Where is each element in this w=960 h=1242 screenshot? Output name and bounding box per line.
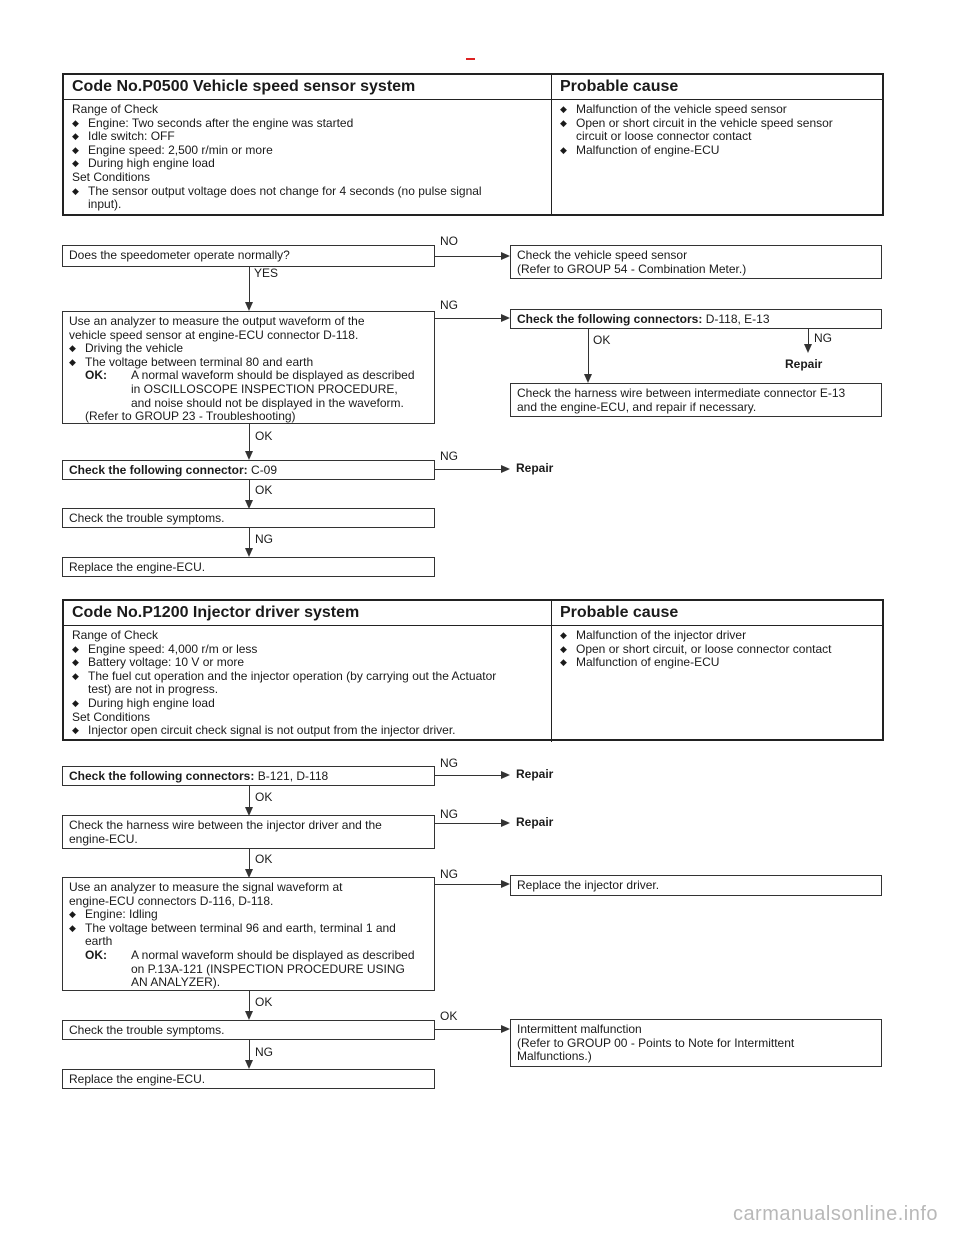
flow2-s5-text: Replace the engine-ECU. [69, 1072, 206, 1086]
flow2-s3-bullet: ◆ Engine: Idling [69, 908, 428, 922]
flow2-s2-line: Check the harness wire between the injector driver and the [69, 818, 382, 832]
p1200-table-header [64, 601, 882, 626]
flow2-s3-bullet-cont: earth [85, 934, 113, 949]
flow2-s3-ok-spec [69, 949, 428, 990]
flow2-s3-result-box [510, 875, 882, 896]
range-item: ◆ Battery voltage: 10 V or more [72, 656, 543, 670]
p1200-info-table [62, 599, 884, 741]
flow2-s1-rest: B-121, D-118 [254, 769, 329, 783]
p0500-range-column [64, 100, 552, 216]
p0500-info-table [62, 73, 884, 216]
flow1-r2-bold: Check the following connectors: [517, 312, 703, 326]
arrow-down [804, 344, 812, 353]
flow2-s2-box [62, 815, 435, 849]
flow1-q1-no-label: NO [440, 234, 458, 248]
flow2-s4-result-line: (Refer to GROUP 00 - Points to Note for Intermittent [517, 1035, 795, 1050]
flow1-q3-ok-label: OK [255, 483, 273, 497]
flow1-q1-text: Does the speedometer operate normally? [69, 248, 290, 262]
flow1-r3-box [510, 383, 882, 417]
p1200-cause-title: Probable cause [560, 604, 679, 621]
ok-line: AN ANALYZER). [131, 975, 221, 990]
p0500-table-header [64, 75, 882, 100]
flow2-s4-result-line: Intermittent malfunction [517, 1022, 642, 1036]
range-item: ◆ Engine speed: 2,500 r/min or more [72, 144, 543, 158]
flow1-q3-box [62, 460, 435, 480]
ok-line: A normal waveform should be displayed as described [131, 368, 415, 383]
range-item: ◆ The fuel cut operation and the injector operation (by carrying out the Actuator [72, 670, 543, 684]
ok-key: OK: [85, 947, 107, 962]
arrow-right [501, 771, 510, 779]
flow2-s4-ng-label: NG [255, 1045, 273, 1059]
flow1-r3-line: and the engine-ECU, and repair if necessary. [517, 399, 757, 414]
set-item-cont: input). [88, 197, 122, 212]
flow2-s4-text: Check the trouble symptoms. [69, 1023, 225, 1037]
range-item: ◆ During high engine load [72, 157, 543, 171]
flow1-r3-line: Check the harness wire between intermediate connector E-13 [517, 386, 846, 400]
flow1-r1-line: (Refer to GROUP 54 - Combination Meter.) [517, 261, 747, 276]
flow2-s1-ng-label: NG [440, 756, 458, 770]
p1200-title: Code No.P1200 Injector driver system [64, 601, 552, 625]
flow1-q2-ok-spec [69, 369, 428, 410]
header-dash-mark [466, 58, 475, 60]
arrow-right [501, 819, 510, 827]
flow2-s2-line: engine-ECU. [69, 831, 138, 846]
arrow-down [245, 548, 253, 557]
flow1-q3-bold: Check the following connector: [69, 463, 248, 477]
flow1-q2-ng-label: NG [440, 298, 458, 312]
flow2-s2-ng-label: NG [440, 807, 458, 821]
flow1-r1-line: Check the vehicle speed sensor [517, 248, 688, 262]
flow1-q4-ng-label: NG [255, 532, 273, 546]
arrow-right [501, 314, 510, 322]
flow1-q2-bullet: ◆ Driving the vehicle [69, 342, 428, 356]
flow2-s1-ok-label: OK [255, 790, 273, 804]
flow2-s4-ok-right-label: OK [440, 1009, 458, 1023]
flow2-s3-line: engine-ECU connectors D-116, D-118. [69, 893, 274, 908]
flow2-s1-bold: Check the following connectors: [69, 769, 255, 783]
cause-item: ◆ Open or short circuit in the vehicle speed sensor [560, 117, 874, 131]
ok-line: in OSCILLOSCOPE INSPECTION PROCEDURE, [131, 381, 398, 396]
range-item: ◆ Engine: Two seconds after the engine was started [72, 117, 543, 131]
p0500-cause-column [552, 100, 882, 216]
arrow-right [501, 252, 510, 260]
arrow-down [245, 451, 253, 460]
ok-line: and noise should not be displayed in the waveform. [131, 395, 404, 410]
flow2-s3-result-text: Replace the injector driver. [517, 878, 660, 892]
range-item: ◆ During high engine load [72, 697, 543, 711]
flow1-q3-ng-label: NG [440, 449, 458, 463]
set-label: Set Conditions [72, 169, 151, 184]
arrow-down [245, 1060, 253, 1069]
flow2-s3-box [62, 877, 435, 991]
flow2-s3-line: Use an analyzer to measure the signal waveform at [69, 880, 343, 894]
flow2-s5-box [62, 1069, 435, 1089]
flow1-r2-rest: D-118, E-13 [702, 312, 770, 326]
range-item: ◆ Idle switch: OFF [72, 130, 543, 144]
ok-line: on P.13A-121 (INSPECTION PROCEDURE USING [131, 961, 405, 976]
flow2-s3-bullet: ◆ The voltage between terminal 96 and earth, terminal 1 and [69, 922, 428, 936]
flow2-s4-box [62, 1020, 435, 1040]
flow1-r1-box [510, 245, 882, 279]
cause-item: ◆ Malfunction of the injector driver [560, 629, 874, 643]
set-label: Set Conditions [72, 709, 151, 724]
flow1-r2-repair: Repair [785, 357, 823, 371]
flow2-s1-repair: Repair [516, 767, 554, 781]
flow1-r2-ng-label: NG [814, 331, 832, 345]
flow1-q2-box [62, 311, 435, 424]
arrow-down [245, 1011, 253, 1020]
cause-item: ◆ Malfunction of the vehicle speed sensor [560, 103, 874, 117]
p0500-cause-title: Probable cause [560, 78, 679, 95]
cause-item: ◆ Malfunction of engine-ECU [560, 656, 874, 670]
flow1-q4-box [62, 508, 435, 528]
flow1-q1-box [62, 245, 435, 267]
ok-line: (Refer to GROUP 23 - Troubleshooting) [85, 409, 296, 424]
p1200-cause-column [552, 626, 882, 742]
arrow-down [245, 302, 253, 311]
flow1-r2-box [510, 309, 882, 329]
arrow-down [584, 374, 592, 383]
flow1-yes-label: YES [254, 266, 279, 280]
ok-line: A normal waveform should be displayed as described [131, 947, 415, 962]
ok-key: OK: [85, 368, 107, 383]
flow1-r2-ok-label: OK [593, 333, 611, 347]
flow2-s2-repair: Repair [516, 815, 554, 829]
flow2-s4-result-line: Malfunctions.) [517, 1049, 592, 1064]
arrow-right [501, 880, 510, 888]
flow2-s3-ng-label: NG [440, 867, 458, 881]
cause-item: ◆ Open or short circuit, or loose connector contact [560, 643, 874, 657]
set-item: ◆ The sensor output voltage does not change for 4 seconds (no pulse signal [72, 185, 543, 199]
range-item: ◆ Engine speed: 4,000 r/m or less [72, 643, 543, 657]
range-label: Range of Check [72, 102, 159, 116]
p1200-range-column [64, 626, 552, 742]
flow2-s1-box [62, 766, 435, 786]
flow1-q2-line: vehicle speed sensor at engine-ECU connector D-118. [69, 327, 359, 342]
range-label: Range of Check [72, 628, 159, 642]
flow1-ok-label: OK [255, 429, 273, 443]
flow1-q3-rest: C-09 [247, 463, 278, 477]
flow1-q3-repair: Repair [516, 461, 554, 475]
flow1-q5-text: Replace the engine-ECU. [69, 560, 206, 574]
arrow-right [501, 1025, 510, 1033]
flow1-q5-box [62, 557, 435, 577]
flow1-q4-text: Check the trouble symptoms. [69, 511, 225, 525]
watermark: carmanualsonline.info [732, 1203, 938, 1226]
p0500-title: Code No.P0500 Vehicle speed sensor system [64, 75, 552, 99]
cause-item: ◆ Malfunction of engine-ECU [560, 144, 874, 158]
set-item: ◆ Injector open circuit check signal is not output from the injector driver. [72, 724, 543, 738]
cause-item-cont: circuit or loose connector contact [576, 129, 752, 144]
flow2-s4-result-box [510, 1019, 882, 1067]
flow2-s2-ok-label: OK [255, 852, 273, 866]
range-item-cont: test) are not in progress. [88, 682, 219, 697]
flow1-q2-bullet: ◆ The voltage between terminal 80 and earth [69, 356, 428, 370]
arrow-right [501, 465, 510, 473]
flow2-s3-ok-label: OK [255, 995, 273, 1009]
flow1-q2-line: Use an analyzer to measure the output waveform of the [69, 314, 365, 328]
